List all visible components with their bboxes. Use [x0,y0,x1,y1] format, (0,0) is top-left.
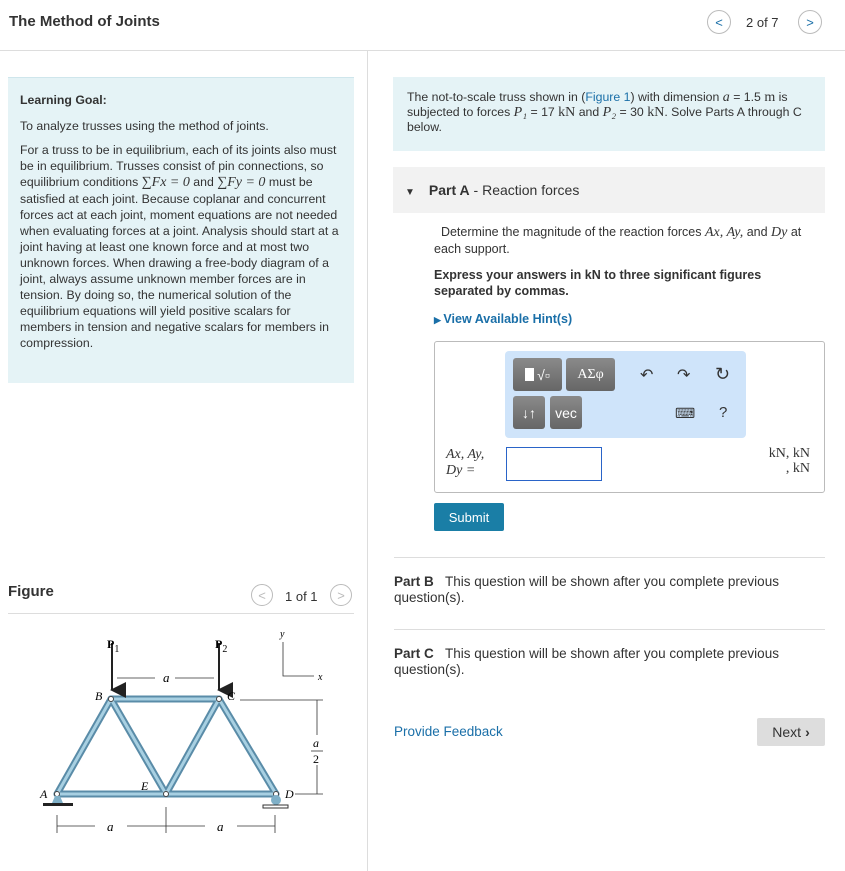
part-c [394,646,824,678]
page-title: The Method of Joints [9,13,160,30]
text: Determine the magnitude of the reaction forces [440,225,705,239]
learning-goal-heading: Learning Goal: [20,93,107,107]
text: must be satisfied at each joint. Because coplanar and concurrent forces act at each joint, moment equations are not needed when evaluating forces at a joint. Analysis should start at a joint having at least one known force and at most two unknown forces. When drawing a free-body diagram of a joint, always assume unknown member forces are in tension. By doing so, the numerical solution of the equilibrium equations will yield positive scalars for members in tension and negative scalars for members in compression. [20,175,339,350]
label-line2: Dy = [446,463,476,478]
axis-x-label: x [318,672,323,683]
subscript-superscript-button[interactable]: ↓↑ [513,396,545,429]
label-b: B [95,689,103,703]
p1-value: = 17 [527,105,559,119]
column-divider [367,51,368,871]
sum-fx-equation: ∑Fx = 0 [141,175,190,190]
reaction-forces-input[interactable] [506,447,602,481]
label-e: E [141,779,149,793]
text: is subjected to forces [407,90,788,119]
dim-a-half-den: 2 [313,752,319,766]
learning-goal-panel [8,77,354,383]
units-label [755,446,810,476]
help-button[interactable]: ? [719,404,728,421]
provide-feedback-link[interactable]: Provide Feedback [394,724,503,739]
truss-members [57,699,276,794]
learning-goal-body [20,142,342,351]
p1-label: $P_1$ [107,637,120,655]
undo-icon[interactable]: ↶ [640,367,654,384]
axis-icon [283,642,314,676]
figure-prev-button[interactable]: < [251,584,273,606]
figure-label: Figure [8,583,54,600]
part-a-label: Part A [428,182,470,198]
units-line1: kN, kN [768,446,810,461]
answer-instructions: Express your answers in kN to three significant figures separated by commas. [434,268,762,298]
submit-button[interactable]: Submit [434,503,504,531]
part-a-question [434,224,819,257]
redo-icon[interactable]: ↷ [677,367,691,384]
sum-fy-equation: ∑Fy = 0 [217,175,266,190]
label-line1: Ax, Ay, [446,447,485,462]
part-b [394,574,824,606]
label-d: D [285,787,294,801]
divider [394,629,825,630]
var-p2: P₂ [602,105,617,120]
text: The not-to-scale truss shown in ( [407,90,586,104]
next-label: Next [772,724,802,740]
unit: kN [647,105,665,120]
roller-support-d [271,795,281,805]
axis-y-label: y [280,629,285,640]
figure-next-button[interactable]: > [330,584,352,606]
dim-a-left: a [107,819,114,834]
unit: kN [558,105,576,120]
text: - [469,182,483,198]
text: ) with dimension [630,90,723,104]
vector-button[interactable]: vec [550,396,582,429]
part-c-label: Part C [394,646,434,661]
greek-symbols-button[interactable]: ΑΣφ [566,358,615,391]
next-page-button[interactable]: > [798,10,822,34]
page-indicator: 2 of 7 [746,15,779,30]
header-divider [0,50,845,51]
part-a-title: Reaction forces [482,182,580,198]
unit: m [764,90,776,105]
dim-a-right: a [217,819,224,834]
units-line2: , kN [785,461,810,476]
figure-pager: 1 of 1 [285,589,318,604]
text: . Solve Parts A through C below. [407,105,802,134]
learning-goal-intro: To analyze trusses using the method of joints. [20,119,269,133]
part-a-header[interactable] [393,167,825,213]
divider [394,557,825,558]
label-c: C [227,689,236,703]
prev-page-button[interactable]: < [707,10,731,34]
answer-label [446,447,484,479]
text: at each support. [434,225,802,256]
math-toolbar [505,351,746,438]
part-b-text: This question will be shown after you complete previous question(s). [394,574,779,605]
p2-value: = 30 [616,105,648,119]
reset-icon[interactable]: ↻ [715,364,731,384]
text: and [189,175,218,189]
chevron-right-icon: › [805,724,810,740]
triangle-right-icon: ▶ [434,315,444,325]
part-b-label: Part B [394,574,434,589]
hint-label: View Available Hint(s) [443,312,573,326]
p2-label: $P_2$ [215,637,228,655]
text: and [743,225,772,239]
label-a: A [40,787,48,801]
text: and [575,105,603,119]
part-c-text: This question will be shown after you complete previous question(s). [394,646,779,677]
figure-divider [8,613,354,614]
dim-a-top: a [163,670,170,685]
next-button[interactable] [757,718,825,746]
var-dy: Dy [771,225,788,240]
text: For a truss to be in equilibrium, each of its joints also must be in equilibrium. Trusses consist of pin connections, so equilibrium conditions [20,143,337,189]
templates-button[interactable]: √▫ [513,358,562,391]
a-value: = 1.5 [729,90,765,104]
vars: Ax, Ay, [705,225,744,240]
keyboard-icon[interactable]: ⌨ [675,405,696,421]
dim-a-half-num: a [313,736,319,750]
var-a: a [722,90,730,105]
figure-link[interactable]: Figure 1 [585,90,631,104]
var-p1: P₁ [513,105,528,120]
problem-statement [393,77,825,151]
collapse-triangle-icon: ▼ [405,187,415,198]
truss-figure [0,620,360,870]
view-hints-link[interactable] [434,312,572,326]
